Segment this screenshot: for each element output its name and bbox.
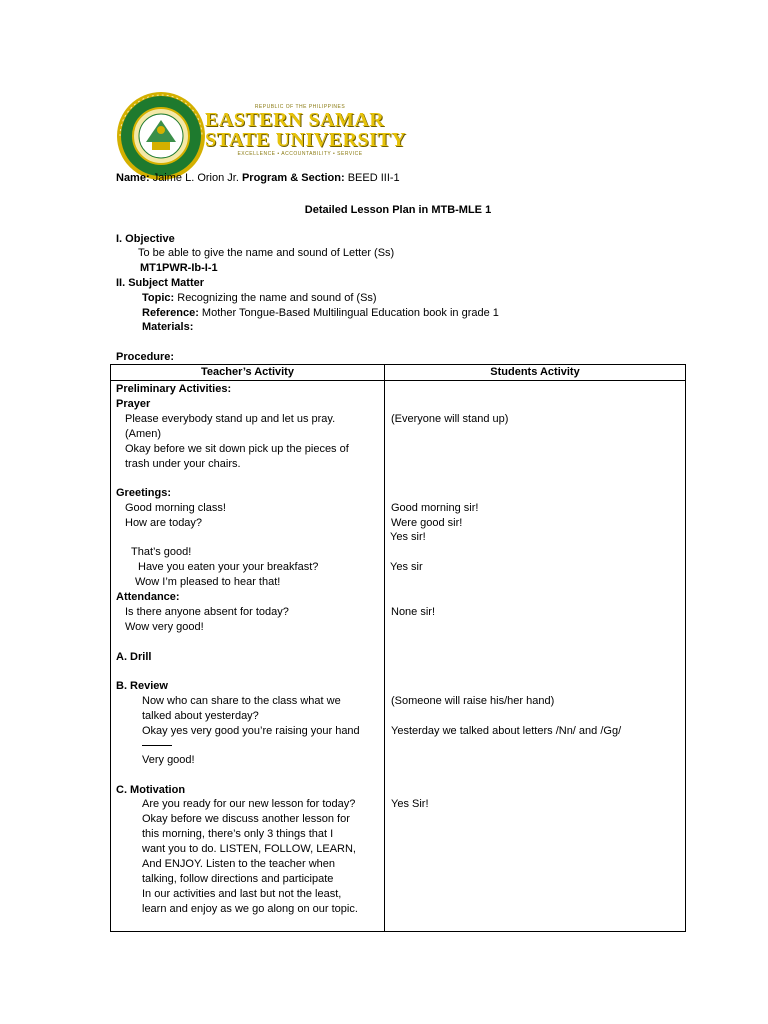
attendance-line-1: Is there anyone absent for today? [125, 606, 289, 618]
review-blank-line [142, 736, 172, 751]
university-wordmark [205, 104, 415, 157]
student-response-2: Good morning sir! [391, 502, 479, 514]
republic-label: REPUBLIC OF THE PHILIPPINES [254, 104, 346, 110]
review-line-1: Now who can share to the class what we [142, 695, 341, 707]
motivation-line-5: And ENJOY. Listen to the teacher when [142, 858, 336, 870]
motivation-line-3: this morning, there’s only 3 things that I [142, 828, 334, 840]
student-response-6: None sir! [391, 606, 436, 618]
prayer-line-3: Okay before we sit down pick up the pieces of [125, 443, 349, 455]
subject-matter-heading: II. Subject Matter [116, 277, 205, 289]
topic-line [142, 291, 377, 306]
greetings-heading: Greetings: [116, 487, 172, 499]
motivation-heading: C. Motivation [116, 784, 186, 796]
reference-value: Mother Tongue-Based Multilingual Education book in grade 1 [201, 307, 499, 319]
document-title: Detailed Lesson Plan in MTB-MLE 1 [304, 204, 492, 216]
greet-line-4: Have you eaten your your breakfast? [138, 561, 319, 573]
university-name-line2: STATE UNIVERSITY [205, 129, 407, 151]
greet-line-2: How are today? [125, 517, 203, 529]
table-row [111, 381, 686, 932]
table-header-row [111, 365, 686, 381]
objective-heading: I. Objective [116, 233, 175, 245]
program-value: BEED III-1 [347, 172, 400, 184]
motivation-line-4: want you to do. LISTEN, FOLLOW, LEARN, [142, 843, 356, 855]
motivation-line-8: learn and enjoy as we go along on our topic. [142, 903, 358, 915]
motivation-line-1: Are you ready for our new lesson for today? [142, 798, 356, 810]
name-label: Name: [116, 172, 150, 184]
preliminary-heading: Preliminary Activities: [116, 383, 232, 395]
prayer-line-1: Please everybody stand up and let us pray. [125, 413, 336, 425]
university-motto: EXCELLENCE • ACCOUNTABILITY • SERVICE [237, 151, 363, 157]
topic-value: Recognizing the name and sound of (Ss) [177, 292, 377, 304]
university-name-line1: EASTERN SAMAR [205, 109, 385, 131]
student-response-8: Yesterday we talked about letters /Nn/ and /Gg/ [391, 725, 622, 737]
motivation-line-2: Okay before we discuss another lesson for [142, 813, 350, 825]
attendance-line-2: Wow very good! [125, 621, 204, 633]
reference-line [142, 306, 499, 321]
topic-label: Topic: [142, 292, 175, 304]
student-info-line [116, 171, 400, 186]
attendance-heading: Attendance: [116, 591, 180, 603]
greet-line-1: Good morning class! [125, 502, 226, 514]
student-response-9: Yes Sir! [391, 798, 429, 810]
drill-heading: A. Drill [116, 651, 152, 663]
student-response-5: Yes sir [390, 561, 423, 573]
reference-label: Reference: [142, 307, 199, 319]
prayer-line-2: (Amen) [125, 428, 162, 440]
procedure-heading: Procedure: [116, 351, 175, 363]
review-line-2: talked about yesterday? [142, 710, 259, 722]
students-activity-header: Students Activity [385, 365, 686, 381]
motivation-line-6: talking, follow directions and participate [142, 873, 334, 885]
procedure-table [110, 364, 686, 932]
motivation-line-7: In our activities and last but not the least, [142, 888, 342, 900]
students-activity-cell [385, 381, 686, 932]
review-line-3: Okay yes very good you’re raising your hand [142, 725, 360, 737]
greet-line-3: That’s good! [131, 546, 192, 558]
student-response-4: Yes sir! [390, 531, 426, 543]
prayer-line-4: trash under your chairs. [125, 458, 241, 470]
review-heading: B. Review [116, 680, 168, 692]
student-response-1: (Everyone will stand up) [391, 413, 509, 425]
program-label: Program & Section: [241, 172, 345, 184]
objective-text: To be able to give the name and sound of Letter (Ss) [138, 247, 395, 259]
prayer-heading: Prayer [116, 398, 151, 410]
materials-label: Materials: [142, 321, 194, 333]
student-response-3: Were good sir! [391, 517, 463, 529]
greet-line-5: Wow I’m pleased to hear that! [135, 576, 281, 588]
student-response-7: (Someone will raise his/her hand) [391, 695, 555, 707]
teacher-activity-cell [111, 381, 385, 932]
teacher-activity-header: Teacher’s Activity [111, 365, 385, 381]
objective-code: MT1PWR-Ib-I-1 [140, 262, 218, 274]
name-value: Jaime L. Orion Jr. [152, 172, 239, 184]
review-line-5: Very good! [142, 754, 195, 766]
